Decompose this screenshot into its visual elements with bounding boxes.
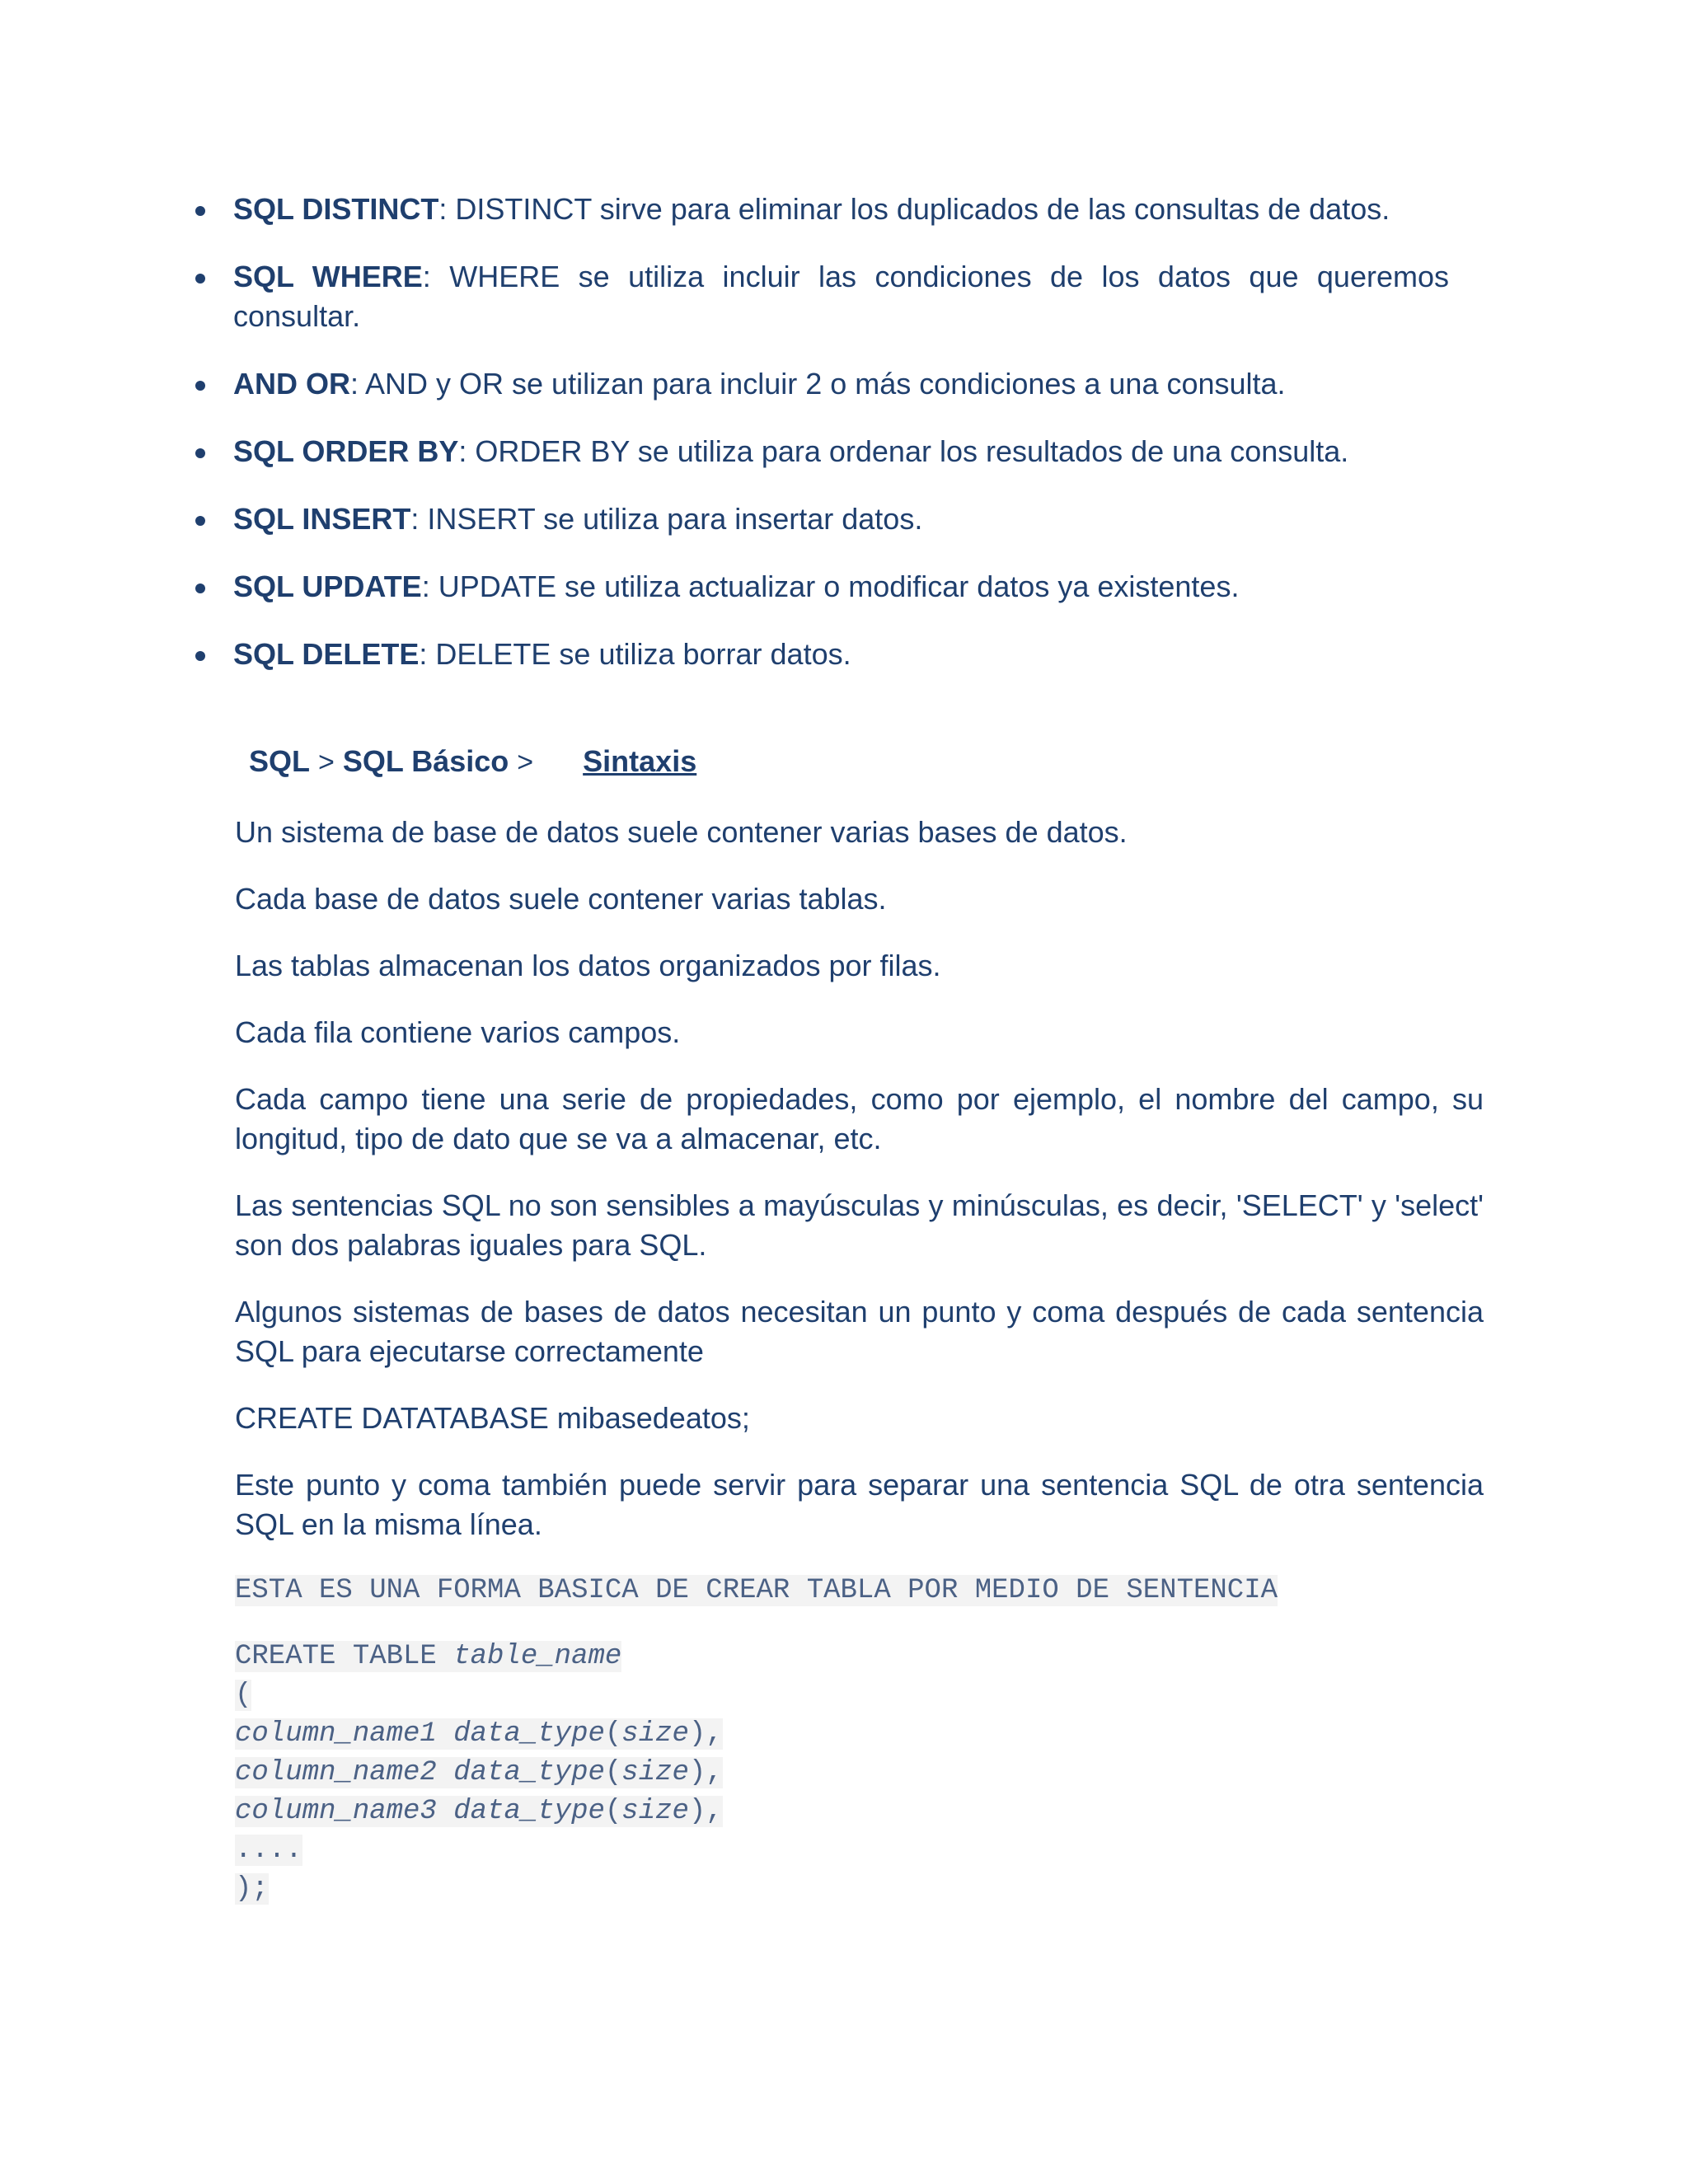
description: : WHERE se utiliza incluir las condiciones de los datos que queremos consultar. [233, 260, 1449, 333]
paragraph: Un sistema de base de datos suele contener varias bases de datos. [235, 815, 1128, 849]
paragraph: CREATE DATATABASE mibasedeatos; [235, 1401, 750, 1435]
description: : INSERT se utiliza para insertar datos. [410, 502, 923, 536]
term: SQL UPDATE [233, 569, 422, 603]
sql-commands-list [0, 190, 1688, 702]
breadcrumb [249, 742, 696, 782]
code-heading: ESTA ES UNA FORMA BASICA DE CREAR TABLA POR MEDIO DE SENTENCIA [235, 1575, 1278, 1606]
list-item [0, 635, 1688, 674]
description: : DELETE se utiliza borrar datos. [419, 637, 851, 671]
list-item [0, 364, 1688, 404]
paragraph: Este punto y coma también puede servir para separar una sentencia SQL de otra sentencia SQL en la misma línea. [235, 1468, 1484, 1541]
bullet-icon [195, 206, 205, 216]
breadcrumb-section-link[interactable]: SQL Básico [342, 744, 509, 778]
description: : AND y OR se utilizan para incluir 2 o más condiciones a una consulta. [350, 367, 1286, 401]
breadcrumb-current-link[interactable]: Sintaxis [583, 744, 697, 778]
description: : DISTINCT sirve para eliminar los duplicados de las consultas de datos. [438, 192, 1390, 226]
term: SQL INSERT [233, 502, 411, 536]
code-line: .... [235, 1835, 302, 1866]
paragraph: Cada base de datos suele contener varias tablas. [235, 882, 887, 916]
bullet-icon [195, 381, 205, 391]
code-line: ); [235, 1873, 269, 1905]
paragraph: Cada fila contiene varios campos. [235, 1015, 681, 1049]
code-line: CREATE TABLE table_name [235, 1641, 622, 1672]
list-item [0, 432, 1688, 471]
code-line: column_name2 data_type(size), [235, 1757, 723, 1788]
code-block [235, 1638, 1484, 1909]
list-item [0, 257, 1688, 336]
syntax-section [235, 813, 1484, 1909]
list-item [0, 567, 1688, 607]
paragraph: Las sentencias SQL no son sensibles a mayúsculas y minúsculas, es decir, 'SELECT' y 'select' son dos palabras iguales para SQL. [235, 1188, 1484, 1262]
bullet-icon [195, 583, 205, 593]
breadcrumb-separator: > [318, 747, 335, 778]
list-item [0, 190, 1688, 229]
bullet-icon [195, 651, 205, 661]
description: : ORDER BY se utiliza para ordenar los resultados de una consulta. [458, 434, 1349, 468]
code-line: ( [235, 1680, 252, 1711]
term: SQL DELETE [233, 637, 420, 671]
code-line: column_name1 data_type(size), [235, 1718, 723, 1750]
term: SQL DISTINCT [233, 192, 439, 226]
breadcrumb-root-link[interactable]: SQL [249, 744, 311, 778]
breadcrumb-separator: > [517, 747, 534, 778]
term: SQL ORDER BY [233, 434, 459, 468]
term: AND OR [233, 367, 350, 401]
description: : UPDATE se utiliza actualizar o modificar datos ya existentes. [421, 569, 1240, 603]
bullet-icon [195, 516, 205, 526]
list-item [0, 499, 1688, 539]
bullet-icon [195, 448, 205, 458]
bullet-icon [195, 274, 205, 284]
term: SQL WHERE [233, 260, 423, 293]
paragraph: Cada campo tiene una serie de propiedades, como por ejemplo, el nombre del campo, su longitud, tipo de dato que se va a almacenar, etc. [235, 1082, 1484, 1155]
code-line: column_name3 data_type(size), [235, 1796, 723, 1827]
paragraph: Las tablas almacenan los datos organizados por filas. [235, 949, 941, 982]
paragraph: Algunos sistemas de bases de datos necesitan un punto y coma después de cada sentencia SQL para ejecutarse correctamente [235, 1295, 1484, 1368]
